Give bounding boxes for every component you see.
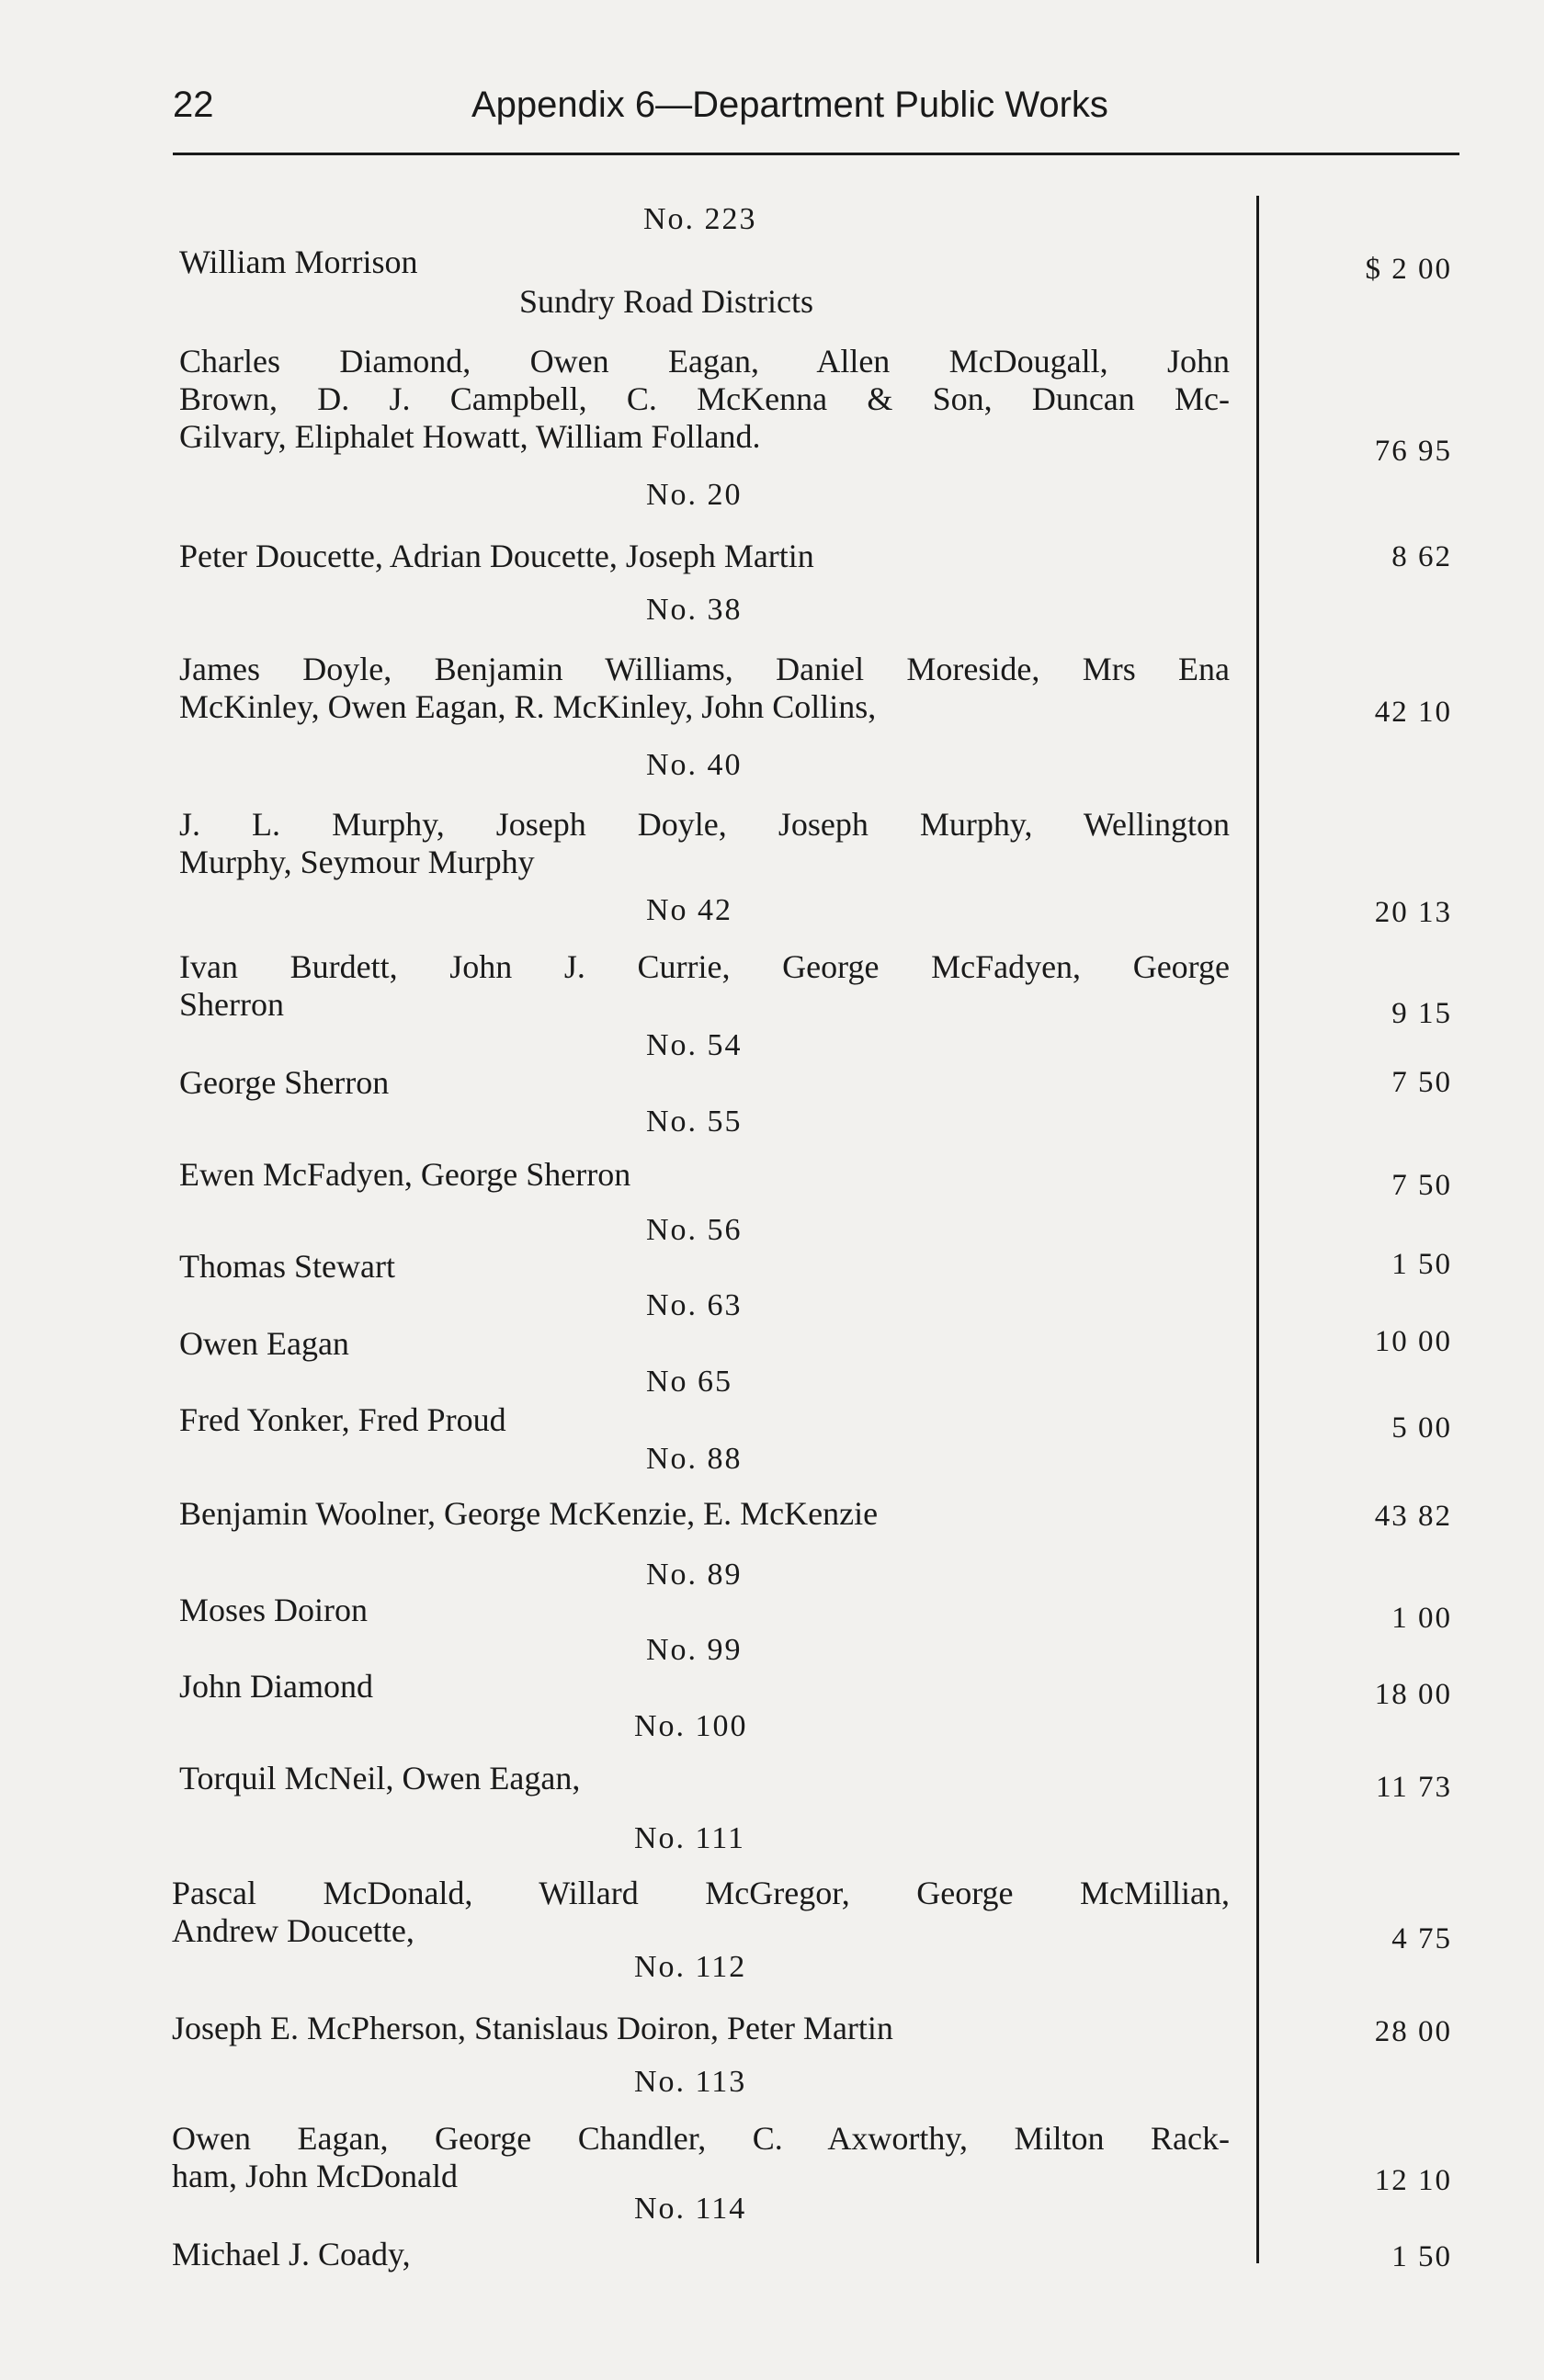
amount: 1 00 [1391,1602,1452,1635]
payee [179,948,1230,986]
amount: 1 50 [1391,2240,1452,2273]
district-number: No. 111 [634,1821,746,1855]
payee: Peter Doucette, Adrian Doucette, Joseph Martin [179,538,814,574]
payee-line: Pascal McDonald, Willard McGregor, George McMillian, [172,1875,1230,1911]
district-number: No. 54 [646,1028,743,1062]
page-title: Appendix 6—Department Public Works [471,85,1108,125]
amount: 43 82 [1374,1500,1452,1533]
district-number: No. 113 [634,2065,747,2099]
payee: Ewen McFadyen, George Sherron [179,1156,631,1193]
payee-line: Ivan Burdett, John J. Currie, George McFadyen, George [179,948,1230,985]
payee-line: J. L. Murphy, Joseph Doyle, Joseph Murphy, Wellington [179,806,1230,843]
amount: 9 15 [1391,997,1452,1030]
amount-column-rule [1256,196,1259,2263]
district-number: No. 63 [646,1288,743,1322]
payee-line: Owen Eagan, George Chandler, C. Axworthy, Milton Rack- [172,2120,1230,2157]
district-number: No. 223 [643,202,757,236]
payee: William Morrison [179,244,418,280]
district-number: No. 89 [646,1558,743,1592]
payee: Michael J. Coady, [172,2236,411,2272]
payee [179,343,1230,418]
payee-line: Brown, D. J. Campbell, C. McKenna & Son, Duncan Mc- [179,380,1230,417]
payee-line: Gilvary, Eliphalet Howatt, William Folland. [179,418,761,455]
amount: $ 2 00 [1365,253,1452,286]
district-number: No 65 [646,1365,733,1399]
amount: 20 13 [1374,896,1452,929]
district-number: No. 38 [646,593,743,627]
payee-line: Charles Diamond, Owen Eagan, Allen McDougall, John [179,343,1230,380]
district-number: No. 55 [646,1105,743,1139]
amount: 28 00 [1374,2015,1452,2048]
page-header [173,85,1459,140]
payee: Owen Eagan [179,1325,349,1362]
section-heading: Sundry Road Districts [519,283,813,320]
district-number: No. 88 [646,1442,743,1476]
district-number: No. 100 [634,1709,748,1743]
payee: Thomas Stewart [179,1248,395,1285]
amount: 5 00 [1391,1411,1452,1445]
amount: 4 75 [1391,1922,1452,1955]
amount: 1 50 [1391,1248,1452,1281]
payee-line: Sherron [179,986,284,1023]
payee [179,651,1230,688]
district-number: No. 114 [634,2192,747,2226]
payee: George Sherron [179,1064,390,1101]
payee [179,806,1230,844]
payee-line: Andrew Doucette, [172,1912,414,1949]
payee: John Diamond [179,1668,373,1705]
amount: 7 50 [1391,1169,1452,1202]
payee: Fred Yonker, Fred Proud [179,1401,506,1438]
amount: 18 00 [1374,1678,1452,1711]
payee: Moses Doiron [179,1592,368,1628]
district-number: No. 112 [634,1950,747,1984]
page-number: 22 [173,85,214,125]
district-number: No. 99 [646,1633,743,1667]
amount: 76 95 [1374,435,1452,468]
district-number: No. 20 [646,478,743,512]
amount: 12 10 [1374,2164,1452,2197]
district-number: No. 40 [646,748,743,782]
amount: 7 50 [1391,1066,1452,1099]
amount: 10 00 [1374,1325,1452,1358]
district-number: No 42 [646,893,733,927]
payee-line: Murphy, Seymour Murphy [179,844,535,880]
header-rule [173,153,1459,155]
district-number: No. 56 [646,1213,743,1247]
payee-line: ham, John McDonald [172,2158,458,2194]
payee: Torquil McNeil, Owen Eagan, [179,1760,581,1796]
amount: 42 10 [1374,696,1452,729]
payee: Benjamin Woolner, George McKenzie, E. McKenzie [179,1495,879,1532]
payee-line: McKinley, Owen Eagan, R. McKinley, John Collins, [179,688,877,725]
payee: Joseph E. McPherson, Stanislaus Doiron, Peter Martin [172,2010,893,2046]
payee-line: James Doyle, Benjamin Williams, Daniel Moreside, Mrs Ena [179,651,1230,687]
amount: 8 62 [1391,540,1452,573]
amount: 11 73 [1375,1771,1452,1804]
payee [172,1875,1230,1912]
payee [172,2120,1230,2158]
